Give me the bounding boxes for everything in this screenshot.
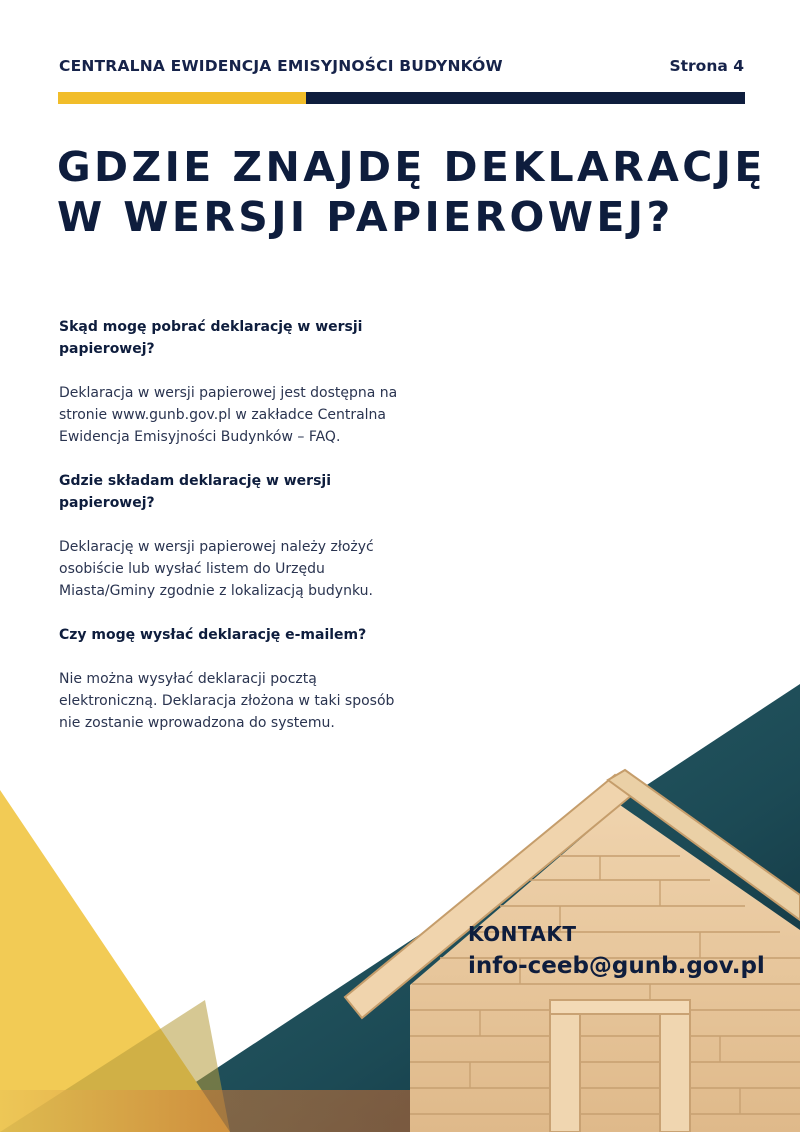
faq-question: Gdzie składam deklarację w wersji papierowej?: [59, 473, 332, 511]
contact-label: KONTAKT: [468, 922, 577, 946]
faq-question: Czy mogę wysłać deklarację e-mailem?: [59, 627, 367, 643]
contact-block: [468, 920, 765, 982]
faq-section: [59, 316, 404, 756]
faq-answer: Deklaracja w wersji papierowej jest dostępna na stronie www.gunb.gov.pl w zakładce Centralna Ewidencja Emisyjności Budynków – FAQ.: [59, 385, 398, 445]
page-title: GDZIE ZNAJDĘ DEKLARACJĘ W WERSJI PAPIEROWEJ?: [57, 143, 766, 241]
faq-question: Skąd mogę pobrać deklarację w wersji papierowej?: [59, 319, 363, 357]
faq-answer: Nie można wysyłać deklaracji pocztą elektroniczną. Deklaracja złożona w taki sposób nie zostanie wprowadzona do systemu.: [59, 671, 395, 731]
faq-answer: Deklarację w wersji papierowej należy złożyć osobiście lub wysłać listem do Urzędu Miasta/Gminy zgodnie z lokalizacją budynku.: [59, 539, 374, 599]
header-title: CENTRALNA EWIDENCJA EMISYJNOŚCI BUDYNKÓW: [59, 57, 503, 75]
contact-email[interactable]: info-ceeb@gunb.gov.pl: [468, 953, 765, 979]
page-number: Strona 4: [669, 57, 744, 75]
